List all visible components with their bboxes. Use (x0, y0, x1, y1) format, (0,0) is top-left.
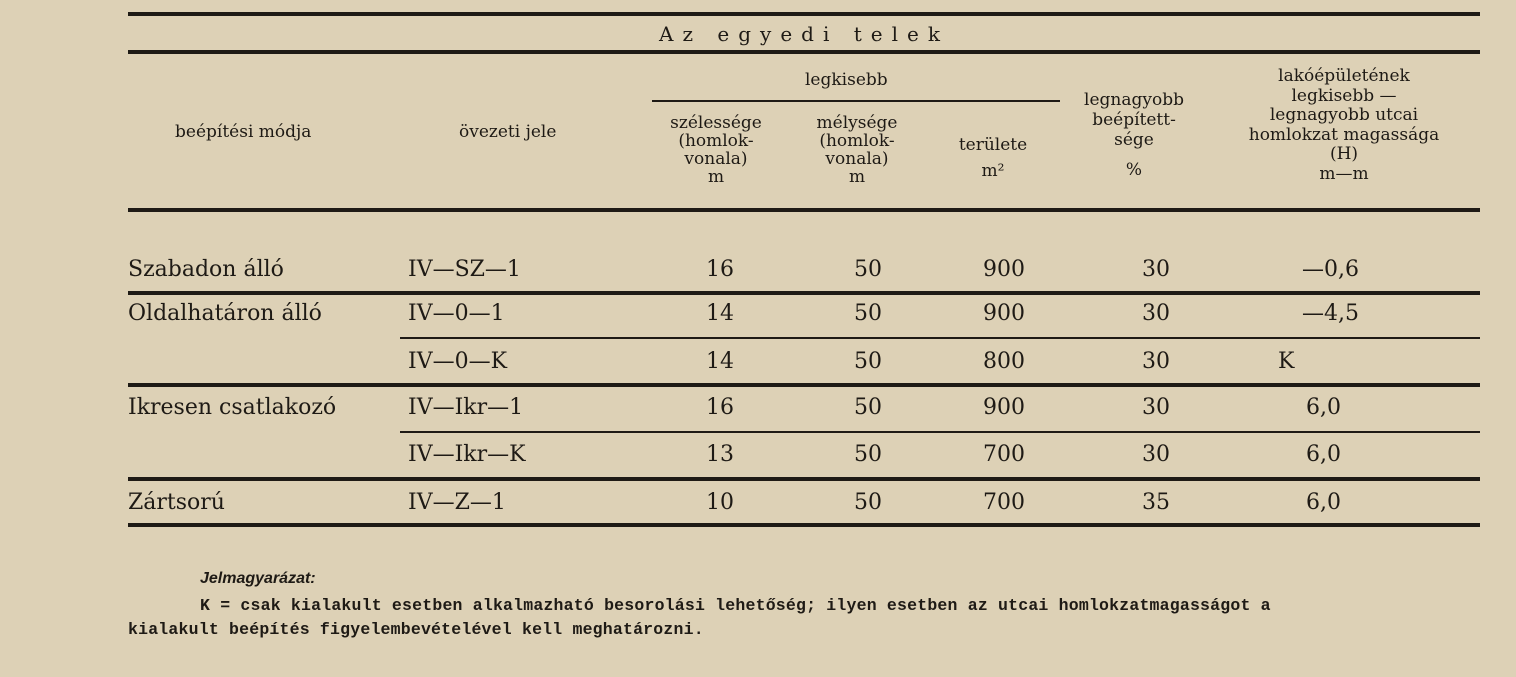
top-rule (128, 12, 1480, 16)
header-line: m² (981, 161, 1005, 181)
header-line: szélessége (670, 113, 762, 133)
row-code: IV—Ikr—K (408, 442, 526, 467)
row-width: 14 (706, 349, 734, 374)
legkisebb-underline (652, 100, 1060, 102)
header-line: (homlok- (678, 131, 754, 151)
row-height: K (1278, 349, 1295, 374)
row-depth: 50 (854, 395, 882, 420)
header-line: % (1125, 160, 1143, 180)
row-built: 30 (1142, 257, 1170, 282)
row-area: 700 (983, 490, 1025, 515)
row-area: 900 (983, 257, 1025, 282)
legend-line-1: K = csak kialakult esetben alkalmazható besorolási lehetőség; ilyen esetben az utcai homlokzatmagasságot a (200, 596, 1271, 615)
row-height: —4,5 (1302, 301, 1359, 326)
header-line: legkisebb — (1291, 85, 1397, 106)
row-built: 30 (1142, 301, 1170, 326)
legend-title: Jelmagyarázat: (200, 570, 316, 587)
row-code: IV—SZ—1 (408, 257, 521, 282)
row-code: IV—0—1 (408, 301, 505, 326)
row-subrule (400, 337, 1480, 339)
row-built: 30 (1142, 395, 1170, 420)
row-rule (128, 291, 1480, 295)
row-depth: 50 (854, 301, 882, 326)
row-area: 900 (983, 301, 1025, 326)
row-mode: Ikresen csatlakozó (128, 395, 337, 420)
table-bottom-rule (128, 523, 1480, 527)
row-code: IV—Z—1 (408, 490, 506, 515)
header-line: vonala) (825, 149, 889, 169)
header-beepitettseg (1066, 90, 1202, 180)
row-width: 16 (706, 257, 734, 282)
header-beepitesi-modja: beépítési módja (175, 122, 312, 142)
header-line: legnagyobb (1084, 90, 1184, 110)
legend-line-2: kialakult beépítés figyelembevételével kell meghatározni. (128, 620, 704, 639)
row-area: 700 (983, 442, 1025, 467)
row-built: 35 (1142, 490, 1170, 515)
row-width: 10 (706, 490, 734, 515)
row-subrule (400, 431, 1480, 433)
header-line: területe (958, 135, 1028, 155)
header-line: m (848, 167, 866, 187)
header-szelessege (650, 114, 782, 186)
header-line: homlokzat magassága (1248, 124, 1440, 145)
header-ovezeti-jele: övezeti jele (459, 122, 557, 142)
header-line: sége (1114, 130, 1154, 150)
header-line: (H) (1329, 144, 1359, 164)
row-built: 30 (1142, 349, 1170, 374)
row-mode: Zártsorú (128, 490, 225, 515)
row-width: 14 (706, 301, 734, 326)
header-homlokzat-magassag (1208, 67, 1480, 184)
row-depth: 50 (854, 257, 882, 282)
header-line: lakóépületének (1278, 66, 1410, 86)
title-rule (128, 50, 1480, 54)
row-code: IV—Ikr—1 (408, 395, 524, 420)
header-terulete (938, 132, 1048, 184)
table-title: Az egyedi telek (659, 22, 949, 46)
row-width: 16 (706, 395, 734, 420)
row-mode: Oldalhatáron álló (128, 301, 322, 326)
row-rule (128, 383, 1480, 387)
header-line: vonala) (684, 149, 748, 169)
row-depth: 50 (854, 349, 882, 374)
row-depth: 50 (854, 442, 882, 467)
row-width: 13 (706, 442, 734, 467)
header-line: beépített- (1092, 110, 1176, 130)
header-line: m—m (1319, 163, 1369, 184)
row-height: 6,0 (1306, 395, 1341, 420)
row-depth: 50 (854, 490, 882, 515)
row-code: IV—0—K (408, 349, 508, 374)
header-legkisebb-group: legkisebb (805, 70, 888, 90)
row-height: 6,0 (1306, 490, 1341, 515)
row-area: 800 (983, 349, 1025, 374)
header-line: legnagyobb utcai (1269, 105, 1419, 125)
row-mode: Szabadon álló (128, 257, 284, 282)
header-line: mélysége (816, 113, 898, 133)
row-built: 30 (1142, 442, 1170, 467)
row-height: —0,6 (1302, 257, 1359, 282)
header-line: m (707, 167, 725, 187)
header-line: (homlok- (819, 131, 895, 151)
header-rule (128, 208, 1480, 212)
row-height: 6,0 (1306, 442, 1341, 467)
row-rule (128, 477, 1480, 481)
header-melysege (792, 114, 922, 186)
row-area: 900 (983, 395, 1025, 420)
